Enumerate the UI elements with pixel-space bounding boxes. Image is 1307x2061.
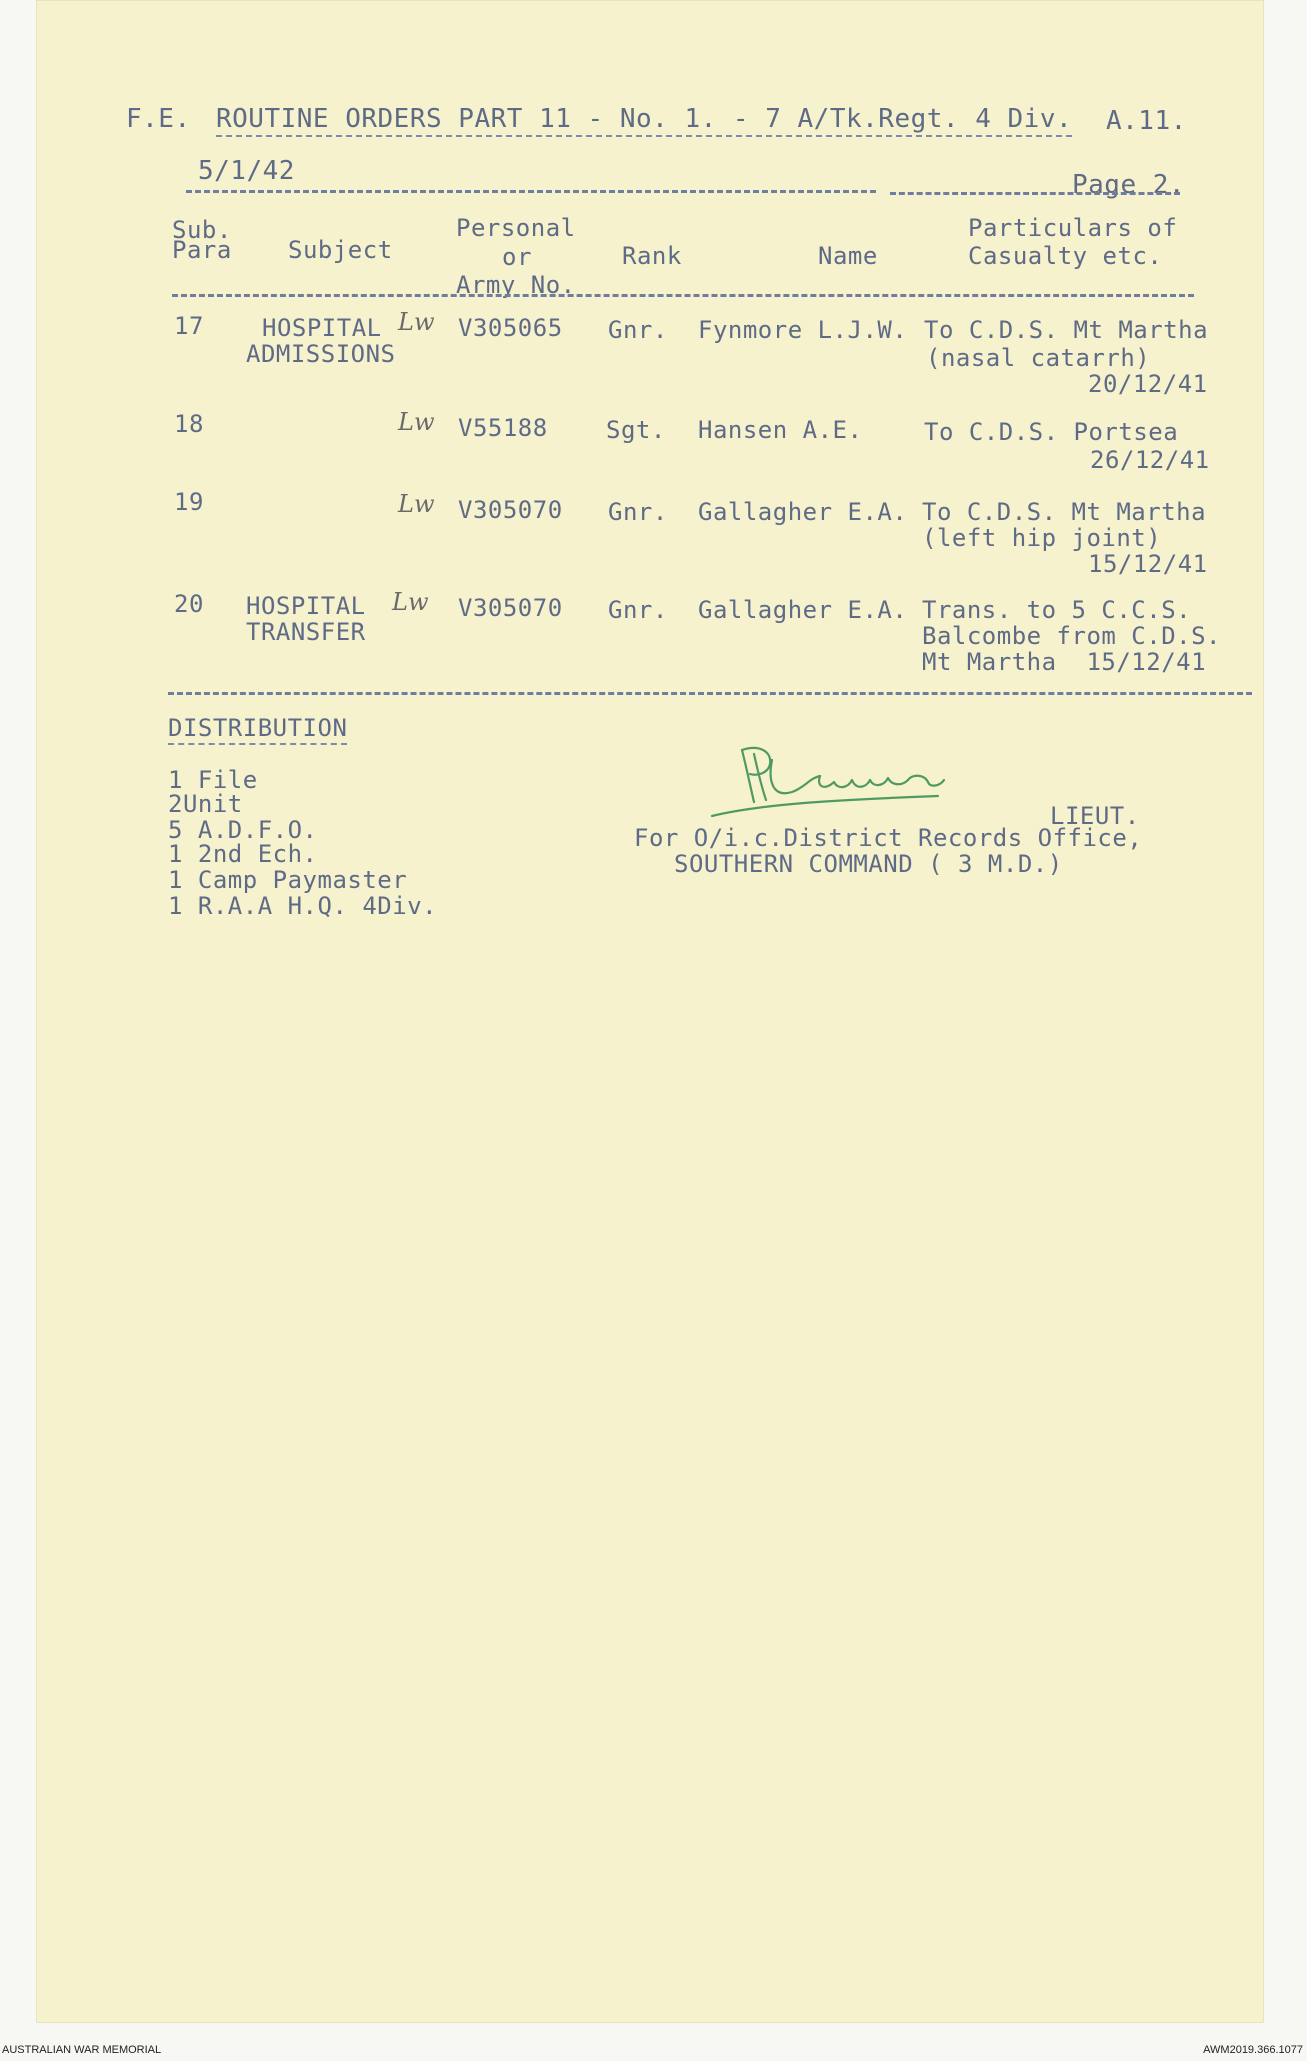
row-subject-1: HOSPITAL bbox=[246, 592, 366, 620]
order-code: A.11. bbox=[1106, 106, 1187, 136]
col-subject: Subject bbox=[288, 236, 393, 264]
row-subject-2: TRANSFER bbox=[246, 618, 366, 646]
distribution-item: 1 R.A.A H.Q. 4Div. bbox=[168, 892, 438, 920]
row-army-no: V305065 bbox=[458, 314, 563, 342]
order-title: ROUTINE ORDERS PART 11 - No. 1. - 7 A/Tk.Regt. 4 Div. bbox=[216, 106, 1072, 137]
footer-institution: AUSTRALIAN WAR MEMORIAL bbox=[2, 2044, 162, 2056]
row-army-no: V305070 bbox=[458, 594, 563, 622]
row-name: Hansen A.E. bbox=[698, 416, 863, 444]
row-particulars-3: 20/12/41 bbox=[1088, 370, 1208, 398]
signatory-command: SOUTHERN COMMAND ( 3 M.D.) bbox=[674, 850, 1063, 878]
row-particulars-2: (left hip joint) bbox=[922, 524, 1162, 552]
row-para: 18 bbox=[174, 410, 204, 438]
order-date: 5/1/42 bbox=[198, 156, 295, 186]
row-para: 17 bbox=[174, 312, 204, 340]
col-personal-1: Personal bbox=[456, 214, 576, 242]
row-particulars-1: To C.D.S. Portsea bbox=[924, 418, 1179, 446]
table-end-rule bbox=[168, 692, 1252, 695]
row-particulars-1: To C.D.S. Mt Martha bbox=[924, 316, 1209, 344]
row-army-no: V55188 bbox=[458, 414, 548, 442]
date-rule bbox=[186, 190, 876, 193]
row-particulars-1: Trans. to 5 C.C.S. bbox=[922, 596, 1192, 624]
distribution-item: 1 2nd Ech. bbox=[168, 840, 318, 868]
col-particulars-1: Particulars of bbox=[968, 214, 1178, 242]
row-name: Gallagher E.A. bbox=[698, 596, 908, 624]
row-rank: Gnr. bbox=[608, 596, 668, 624]
page-number: Page 2. bbox=[1072, 170, 1186, 200]
col-personal-3: Army No. bbox=[456, 271, 576, 299]
col-sub-para-2: Para bbox=[172, 236, 232, 264]
row-army-no: V305070 bbox=[458, 496, 563, 524]
distribution-item: 1 File bbox=[168, 766, 258, 794]
row-rank: Sgt. bbox=[606, 416, 666, 444]
pencil-initials: Lw bbox=[398, 408, 435, 436]
row-rank: Gnr. bbox=[608, 498, 668, 526]
header-prefix: F.E. bbox=[126, 104, 191, 134]
distribution-item: 5 A.D.F.O. bbox=[168, 816, 318, 844]
distribution-heading: DISTRIBUTION bbox=[168, 716, 347, 745]
signatory-office: For O/i.c.District Records Office, bbox=[634, 824, 1143, 852]
handwritten-signature bbox=[702, 730, 962, 820]
col-name: Name bbox=[818, 242, 878, 270]
document-page bbox=[36, 0, 1264, 2023]
row-para: 20 bbox=[174, 590, 204, 618]
row-particulars-3: 15/12/41 bbox=[1088, 550, 1208, 578]
footer-accession-number: AWM2019.366.1077 bbox=[1203, 2044, 1303, 2056]
col-personal-2: or bbox=[502, 243, 532, 271]
pencil-initials: Lw bbox=[392, 588, 429, 616]
row-rank: Gnr. bbox=[608, 316, 668, 344]
row-particulars-3: Mt Martha 15/12/41 bbox=[922, 648, 1207, 676]
row-subject-1: HOSPITAL bbox=[262, 314, 382, 342]
row-para: 19 bbox=[174, 488, 204, 516]
col-particulars-2: Casualty etc. bbox=[968, 242, 1163, 270]
row-subject-2: ADMISSIONS bbox=[246, 340, 396, 368]
distribution-item: 1 Camp Paymaster bbox=[168, 866, 408, 894]
row-name: Gallagher E.A. bbox=[698, 498, 908, 526]
row-particulars-2: (nasal catarrh) bbox=[926, 344, 1151, 372]
col-sub-para-1: Sub. bbox=[172, 216, 232, 244]
col-rank: Rank bbox=[622, 242, 682, 270]
row-particulars-1: To C.D.S. Mt Martha bbox=[922, 498, 1207, 526]
header-rule bbox=[172, 294, 1194, 297]
row-particulars-2: Balcombe from C.D.S. bbox=[922, 622, 1221, 650]
page-rule bbox=[890, 192, 1180, 195]
signatory-rank: LIEUT. bbox=[1050, 802, 1140, 830]
distribution-item: 2Unit bbox=[168, 790, 243, 818]
pencil-initials: Lw bbox=[398, 490, 435, 518]
row-particulars-2: 26/12/41 bbox=[1090, 446, 1210, 474]
row-name: Fynmore L.J.W. bbox=[698, 316, 908, 344]
pencil-initials: Lw bbox=[398, 308, 435, 336]
